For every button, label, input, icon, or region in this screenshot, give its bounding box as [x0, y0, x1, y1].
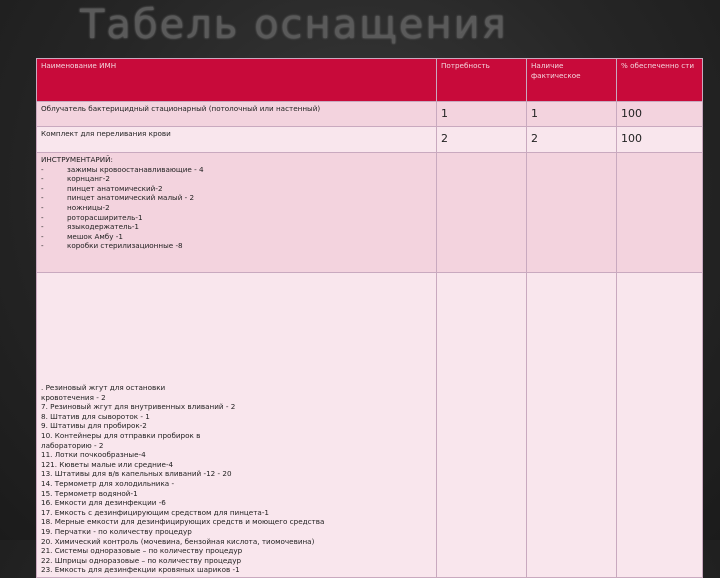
row-actual: 1	[527, 102, 617, 127]
equipment-line: 7. Резиновый жгут для внутривенных вливаний - 2	[41, 402, 236, 412]
equipment-line: 9. Штативы для пробирок-2	[41, 421, 147, 431]
list-item: - пинцет анатомический малый - 2	[41, 193, 195, 203]
equipment-line: 23. Емкость для дезинфекции кровяных шариков -1	[41, 565, 240, 575]
equipment-line: 18. Мерные емкости для дезинфицирующих средств и моющего средства	[41, 517, 325, 527]
list-item: - зажимы кровоостанавливающие - 4	[41, 164, 204, 174]
table-row-instruments	[37, 153, 703, 273]
equipment-line: 15. Термометр водяной-1	[41, 488, 138, 498]
equipment-line: 20. Химический контроль (мочевина, бензойная кислота, тиомочевина)	[41, 536, 315, 546]
empty-cell	[617, 153, 703, 273]
row-percent: 100	[617, 102, 703, 127]
header-need: Потребность	[437, 59, 527, 102]
row-percent: 100	[617, 127, 703, 153]
equipment-line: 19. Перчатки - по количеству процедур	[41, 526, 192, 536]
list-item: - коробки стерилизационные -8	[41, 241, 183, 251]
table-row	[37, 102, 703, 127]
equipment-line: 17. Емкость с дезинфицирующим средством для пинцета-1	[41, 507, 269, 517]
equipment-line: лабораторию - 2	[41, 440, 104, 450]
header-actual: Наличие фактическое	[527, 59, 617, 102]
table-row-equipment	[37, 273, 703, 578]
empty-cell	[437, 153, 527, 273]
equipment-table-container	[36, 58, 703, 578]
empty-cell	[527, 153, 617, 273]
equipment-cell	[37, 273, 437, 578]
equipment-line: . Резиновый жгут для остановки	[41, 383, 166, 392]
row-need: 2	[437, 127, 527, 153]
equipment-line: 13. Штативы для в/в капельных вливаний -12 - 20	[41, 469, 232, 479]
equipment-line: 8. Штатив для сывороток - 1	[41, 411, 150, 421]
equipment-line: 14. Термометр для холодильника -	[41, 478, 175, 488]
instruments-cell	[37, 153, 437, 273]
list-item: - пинцет анатомический-2	[41, 183, 163, 193]
row-name: Комплект для переливания крови	[37, 127, 437, 153]
list-item: - языкодержатель-1	[41, 222, 139, 232]
equipment-line: 11. Лотки почкообразные-4	[41, 450, 146, 460]
table-row	[37, 127, 703, 153]
empty-cell	[437, 273, 527, 578]
list-item: - ножницы-2	[41, 202, 110, 212]
equipment-line: 10. Контейнеры для отправки пробирок в	[41, 430, 201, 440]
equipment-line: кровотечения - 2	[41, 392, 106, 402]
equipment-table	[36, 58, 703, 578]
list-item: - роторасширитель-1	[41, 212, 143, 222]
row-actual: 2	[527, 127, 617, 153]
row-need: 1	[437, 102, 527, 127]
row-name: Облучатель бактерицидный стационарный (потолочный или настенный)	[37, 102, 437, 127]
slide-title: Табель оснащения	[80, 2, 508, 48]
equipment-line: 16. Емкости для дезинфекции -6	[41, 498, 166, 508]
instruments-list	[41, 165, 432, 251]
equipment-line: 21. Системы одноразовые – по количеству процедур	[41, 546, 243, 556]
header-percent: % обеспеченно сти	[617, 59, 703, 102]
instruments-heading: ИНСТРУМЕНТАРИЙ:	[41, 155, 113, 164]
table-header-row	[37, 59, 703, 102]
list-item: - мешок Амбу -1	[41, 231, 123, 241]
empty-cell	[527, 273, 617, 578]
list-item: - корнцанг-2	[41, 174, 110, 184]
empty-cell	[617, 273, 703, 578]
equipment-line: 121. Кюветы малые или средние-4	[41, 459, 174, 469]
header-name: Наименование ИМН	[37, 59, 437, 102]
equipment-line: 22. Шприцы одноразовые – по количеству процедур	[41, 555, 242, 565]
